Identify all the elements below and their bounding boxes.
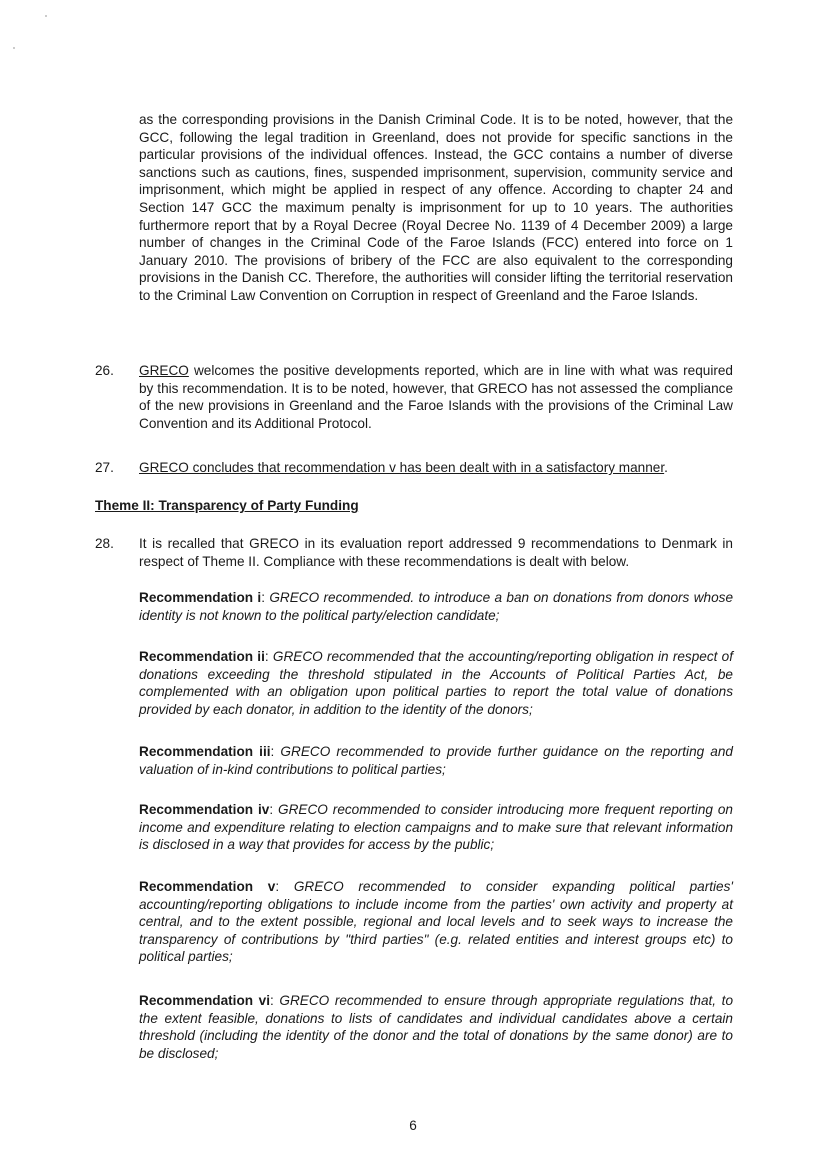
- recommendation-text: GRECO recommended to ensure through appropriate regulations that, to the extent feasible, donations to lists of candidates and individual candidates above a certain threshold (including the identity of the donor and the total of donations by the same donor) are to be disclosed;: [139, 993, 734, 1061]
- paragraph-lead: GRECO: [139, 363, 189, 378]
- theme-heading: Theme II: Transparency of Party Funding: [95, 498, 359, 513]
- conclusion-tail: .: [664, 460, 668, 475]
- paragraph-28: It is recalled that GRECO in its evaluation report addressed 9 recommendations to Denmark in respect of Theme II. Compliance with these recommendations is dealt with below.: [139, 536, 733, 569]
- recommendation-text: GRECO recommended to consider expanding political parties' accounting/reporting obligations to include income from the parties' own activity and property at central, and to the extent possible, regional and local levels and to seek ways to increase the transparency of contributions by "third parties" (e.g. related entities and interest groups etc) to political parties;: [139, 879, 734, 965]
- recommendation: Recommendation v: GRECO recommended to consider expanding political parties' accounting/reporting obligations to include income from the parties' own activity and property at central, and to the extent possible, regional and local levels and to seek ways to increase the transparency of contributions by "third parties" (e.g. related entities and interest groups etc) to political parties;: [139, 879, 734, 965]
- recommendation: Recommendation i: GRECO recommended. to introduce a ban on donations from donors whose identity is not known to the political party/election candidate;: [139, 590, 734, 623]
- recommendation-text: GRECO recommended. to introduce a ban on donations from donors whose identity is not known to the political party/election candidate;: [139, 590, 734, 623]
- continuation-paragraph: as the corresponding provisions in the Danish Criminal Code. It is to be noted, however, that the GCC, following the legal tradition in Greenland, does not provide for specific sanctions in the particular provisions of the individual offences. Instead, the GCC contains a number of diverse sanctions such as cautions, fines, suspended imprisonment, supervision, community service and imprisonment, which might be applied in respect of any offence. According to chapter 24 and Section 147 GCC the maximum penalty is imprisonment for up to 10 years. The authorities furthermore report that by a Royal Decree (Royal Decree No. 1139 of 4 December 2009) a large number of changes in the Criminal Code of the Faroe Islands (FCC) entered into force on 1 January 2010. The provisions of bribery of the FCC are also equivalent to the corresponding provisions in the Danish CC. Therefore, the authorities will consider lifting the territorial reservation to the Criminal Law Convention on Corruption in respect of Greenland and the Faroe Islands.: [139, 112, 733, 303]
- recommendation: Recommendation iv: GRECO recommended to consider introducing more frequent reporting on income and expenditure relating to election campaigns and to make sure that relevant information is disclosed in a way that provides for access by the public;: [139, 802, 733, 853]
- paragraph-26: [139, 362, 733, 432]
- page-number: 6: [409, 1118, 417, 1133]
- paragraph-27: [139, 459, 733, 477]
- scan-speck: [45, 15, 47, 17]
- paragraph-text: welcomes the positive developments reported, which are in line with what was required by this recommendation. It is to be noted, however, that GRECO has not assessed the compliance of the new provisions in Greenland and the Faroe Islands with the provisions of the Criminal Law Convention and its Additional Protocol.: [139, 363, 733, 431]
- recommendation-label: Recommendation i: [139, 590, 262, 605]
- recommendation: Recommendation iii: GRECO recommended to provide further guidance on the reporting and valuation of in-kind contributions to political parties;: [139, 744, 733, 777]
- paragraph-number: 26.: [95, 363, 114, 378]
- recommendation-text: GRECO recommended to consider introducing more frequent reporting on income and expenditure relating to election campaigns and to make sure that relevant information is disclosed in a way that provides for access by the public;: [139, 802, 733, 853]
- paragraph-number: 27.: [95, 460, 114, 475]
- scan-speck: [13, 47, 15, 49]
- recommendation-label: Recommendation iii: [139, 744, 271, 759]
- recommendation-text: GRECO recommended to provide further guidance on the reporting and valuation of in-kind contributions to political parties;: [139, 744, 733, 777]
- recommendation-label: Recommendation vi: [139, 993, 270, 1008]
- recommendation-label: Recommendation iv: [139, 802, 270, 817]
- paragraph-number: 28.: [95, 536, 114, 551]
- recommendation: Recommendation vi: GRECO recommended to ensure through appropriate regulations that, to the extent feasible, donations to lists of candidates and individual candidates above a certain threshold (including the identity of the donor and the total of donations by the same donor) are to be disclosed;: [139, 993, 734, 1061]
- recommendation-label: Recommendation ii: [139, 649, 265, 664]
- recommendation: Recommendation ii: GRECO recommended that the accounting/reporting obligation in respect of donations exceeding the threshold stipulated in the Accounts of Political Parties Act, be complemented with an obligation upon political parties to report the total value of donations provided by each donator, in addition to the identity of the donors;: [139, 649, 734, 717]
- recommendation-text: GRECO recommended that the accounting/reporting obligation in respect of donations exceeding the threshold stipulated in the Accounts of Political Parties Act, be complemented with an obligation upon political parties to report the total value of donations provided by each donator, in addition to the identity of the donors;: [139, 649, 734, 717]
- conclusion-text: GRECO concludes that recommendation v has been dealt with in a satisfactory manner: [139, 460, 665, 475]
- recommendation-label: Recommendation v: [139, 879, 276, 894]
